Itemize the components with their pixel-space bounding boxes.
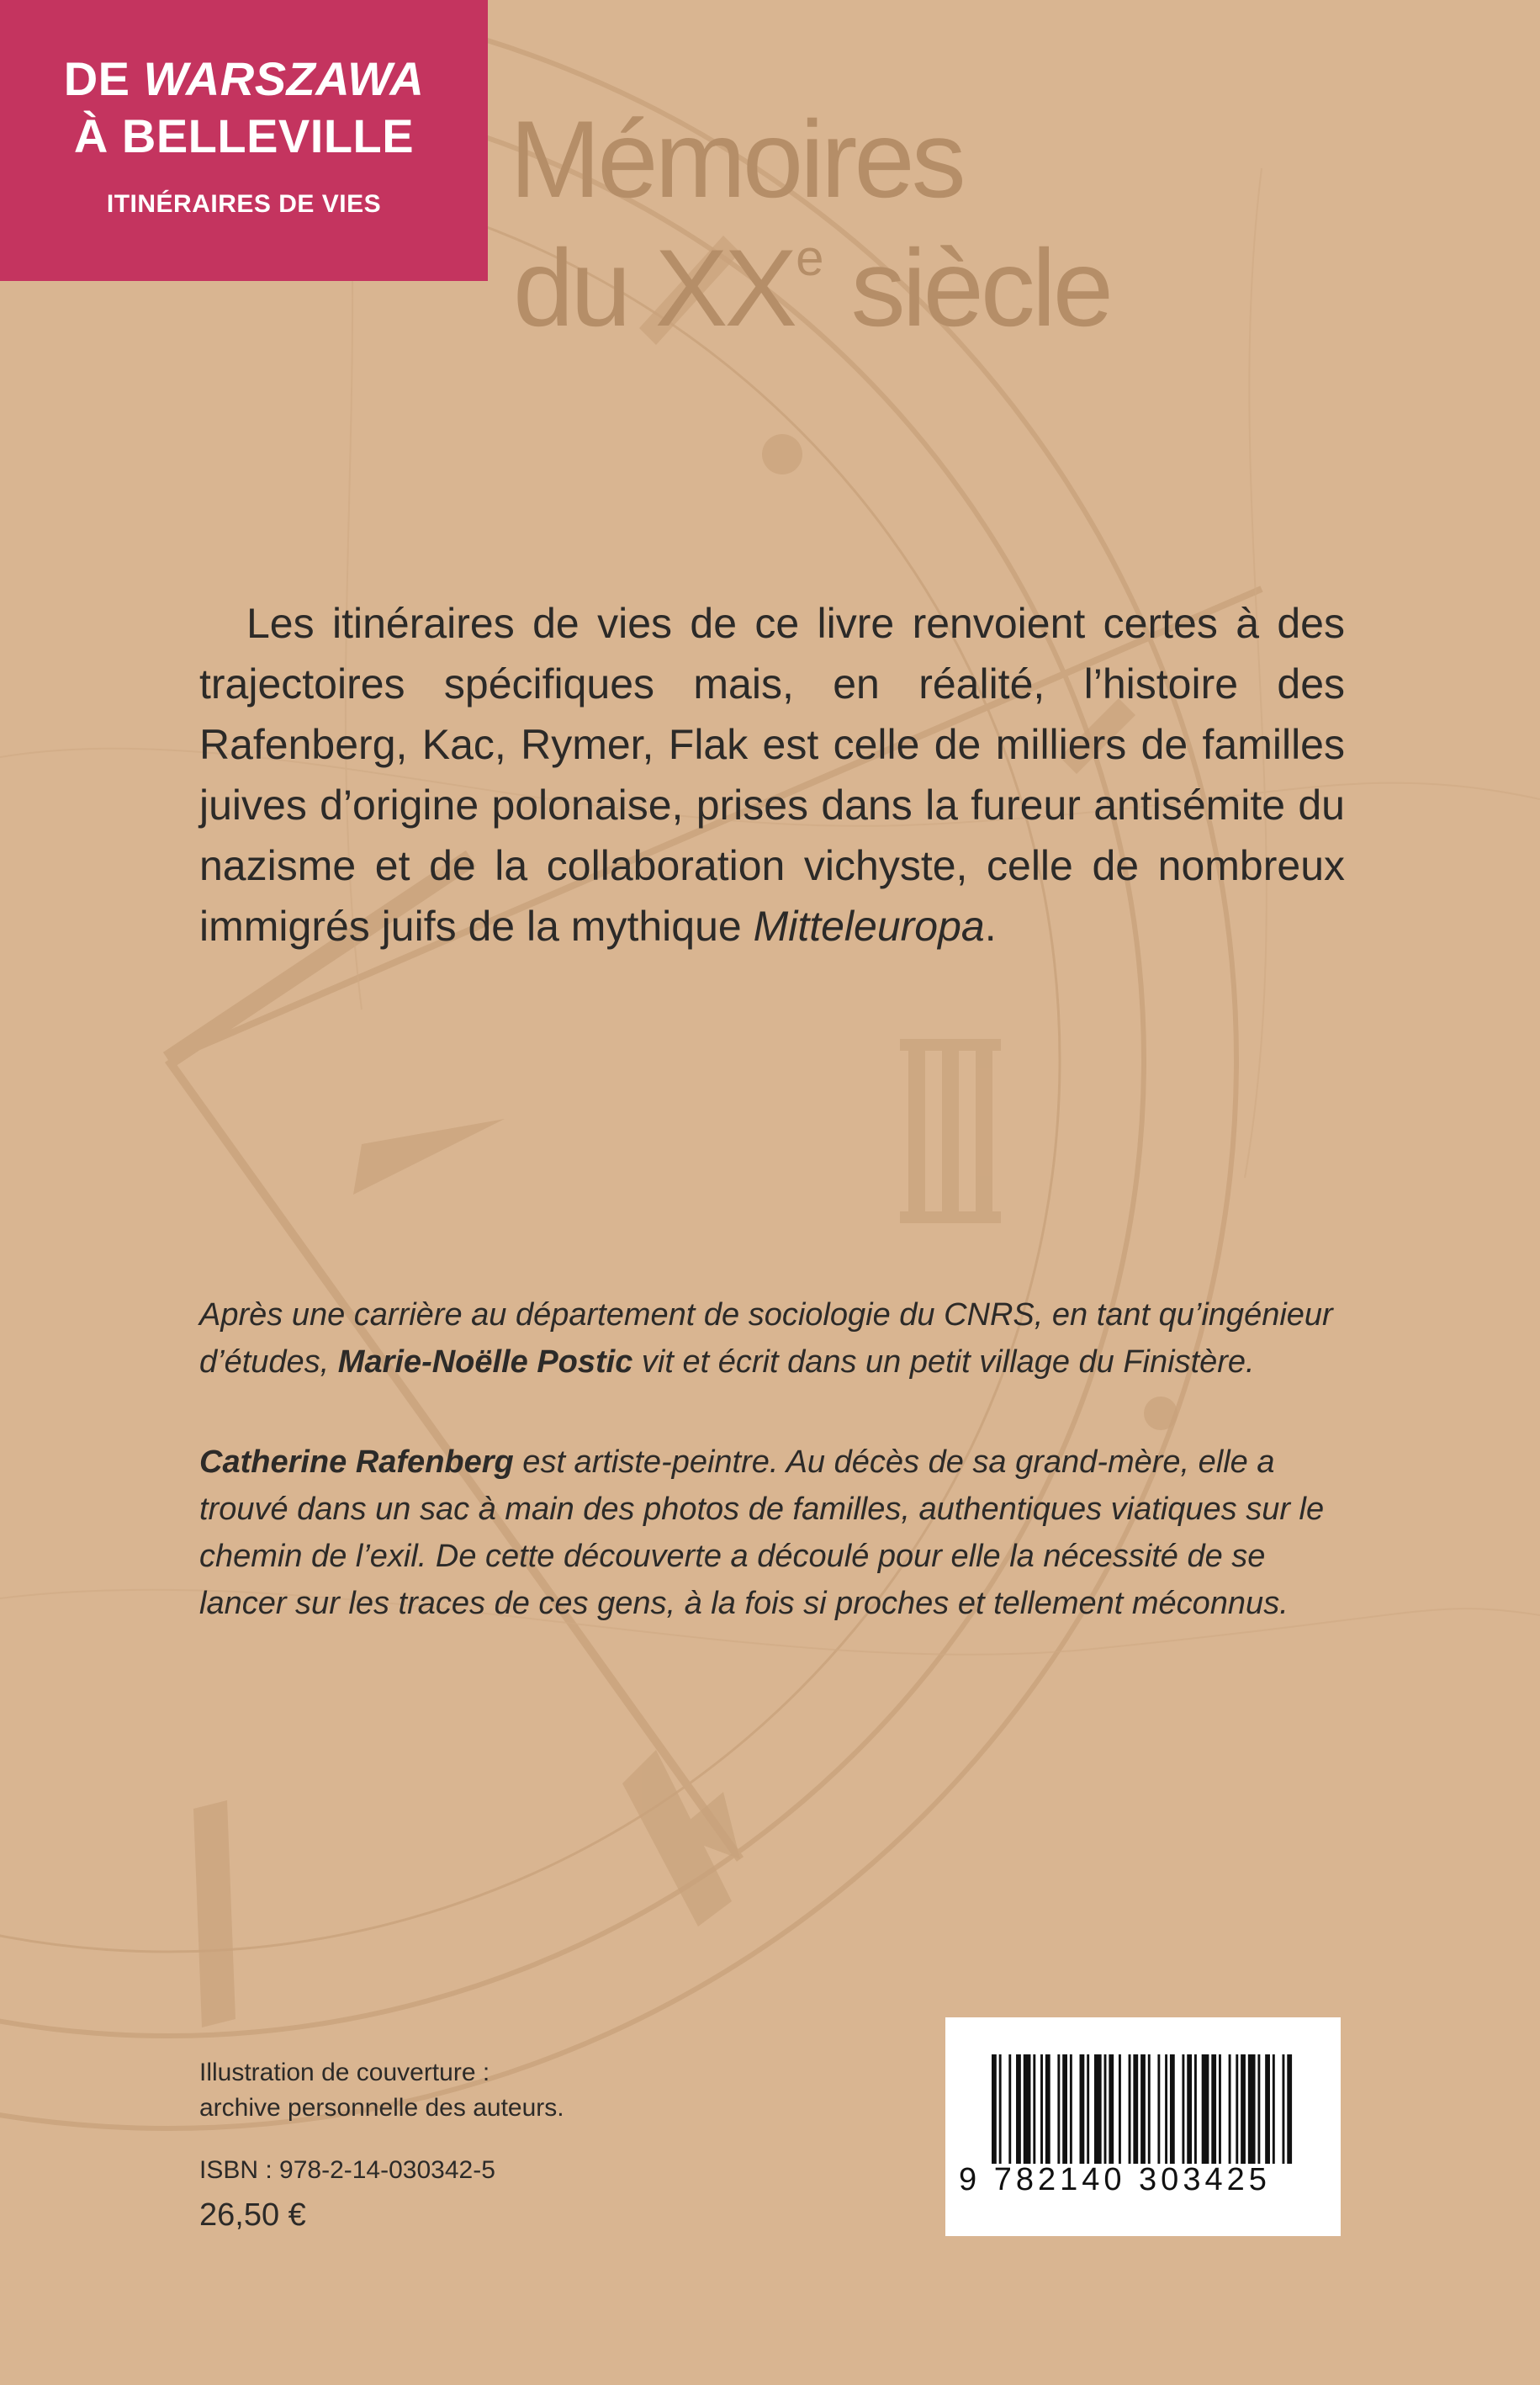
barcode-bar [1265,2054,1270,2164]
barcode-digits: 9 782140 303425 [959,2162,1271,2197]
barcode [945,2017,1341,2236]
barcode-bar [1119,2054,1121,2164]
barcode-bar [1170,2054,1175,2164]
barcode-bar [1024,2054,1031,2164]
collection-name: Mémoires du XXe siècle [510,98,1110,349]
series-banner [0,0,488,281]
barcode-bar [1133,2054,1138,2164]
barcode-bar [1273,2054,1275,2164]
cover-illustration-credit: Illustration de couverture : archive personnelle des auteurs. [199,2059,564,2122]
barcode-bar [992,2054,997,2164]
barcode-bar [1094,2054,1102,2164]
barcode-bar [1287,2054,1292,2164]
barcode-bar [1157,2054,1160,2164]
barcode-bar [1045,2054,1050,2164]
price: 26,50 € [199,2197,306,2233]
barcode-bar [1140,2054,1146,2164]
barcode-bar [1148,2054,1151,2164]
barcode-bar [1087,2054,1089,2164]
barcode-bar [1248,2054,1256,2164]
book-title: DE WARSZAWA À BELLEVILLE [63,52,425,162]
barcode-bar [1229,2054,1231,2164]
barcode-bar [1016,2054,1021,2164]
book-subtitle: ITINÉRAIRES DE VIES [106,190,382,218]
barcode-bar [1257,2054,1260,2164]
barcode-bar [1109,2054,1114,2164]
isbn: ISBN : 978-2-14-030342-5 [199,2156,495,2184]
barcode-bar [1165,2054,1167,2164]
barcode-bar [1187,2054,1192,2164]
author-bio-rafenberg: Catherine Rafenberg est artiste-peintre. Au décès de sa grand-mère, elle a trouvé dans un sac à main des photos de familles, authentiques viatiques sur le chemin de l’exil. De cette découverte a découlé pour elle la nécessité de se lancer sur les traces de ces gens, à la fois si proches et tellement méconnus. [199,1444,1325,1621]
barcode-bar [1236,2054,1238,2164]
barcode-bar [1182,2054,1184,2164]
barcode-bar [1080,2054,1085,2164]
barcode-bar [999,2054,1002,2164]
barcode-bar [1057,2054,1060,2164]
barcode-bar [1008,2054,1011,2164]
barcode-bar [1202,2054,1209,2164]
barcode-bar [1062,2054,1067,2164]
author-bio-postic: Après une carrière au département de sociologie du CNRS, en tant qu’ingénieur d’études, Marie-Noëlle Postic vit et écrit dans un petit village du Finistère. [199,1297,1333,1380]
barcode-bar [1219,2054,1221,2164]
back-cover-blurb: Les itinéraires de vies de ce livre renvoient certes à des trajectoires spécifiques mais, en réalité, l’histoire des Rafenberg, Kac, Rymer, Flak est celle de milliers de familles juives d’origine polonaise, prises dans la fureur antisémite du nazisme et de la collaboration vichyste, celle de nombreux immigrés juifs de la mythique Mitteleuropa. [199,600,1345,950]
barcode-bar [1033,2054,1035,2164]
barcode-bar [1241,2054,1246,2164]
barcode-bar [1211,2054,1216,2164]
barcode-bar [1282,2054,1284,2164]
barcode-bar [1104,2054,1107,2164]
barcode-bars [992,2054,1294,2164]
barcode-bar [1194,2054,1197,2164]
barcode-bar [1070,2054,1072,2164]
barcode-bar [1040,2054,1043,2164]
barcode-bar [1129,2054,1131,2164]
